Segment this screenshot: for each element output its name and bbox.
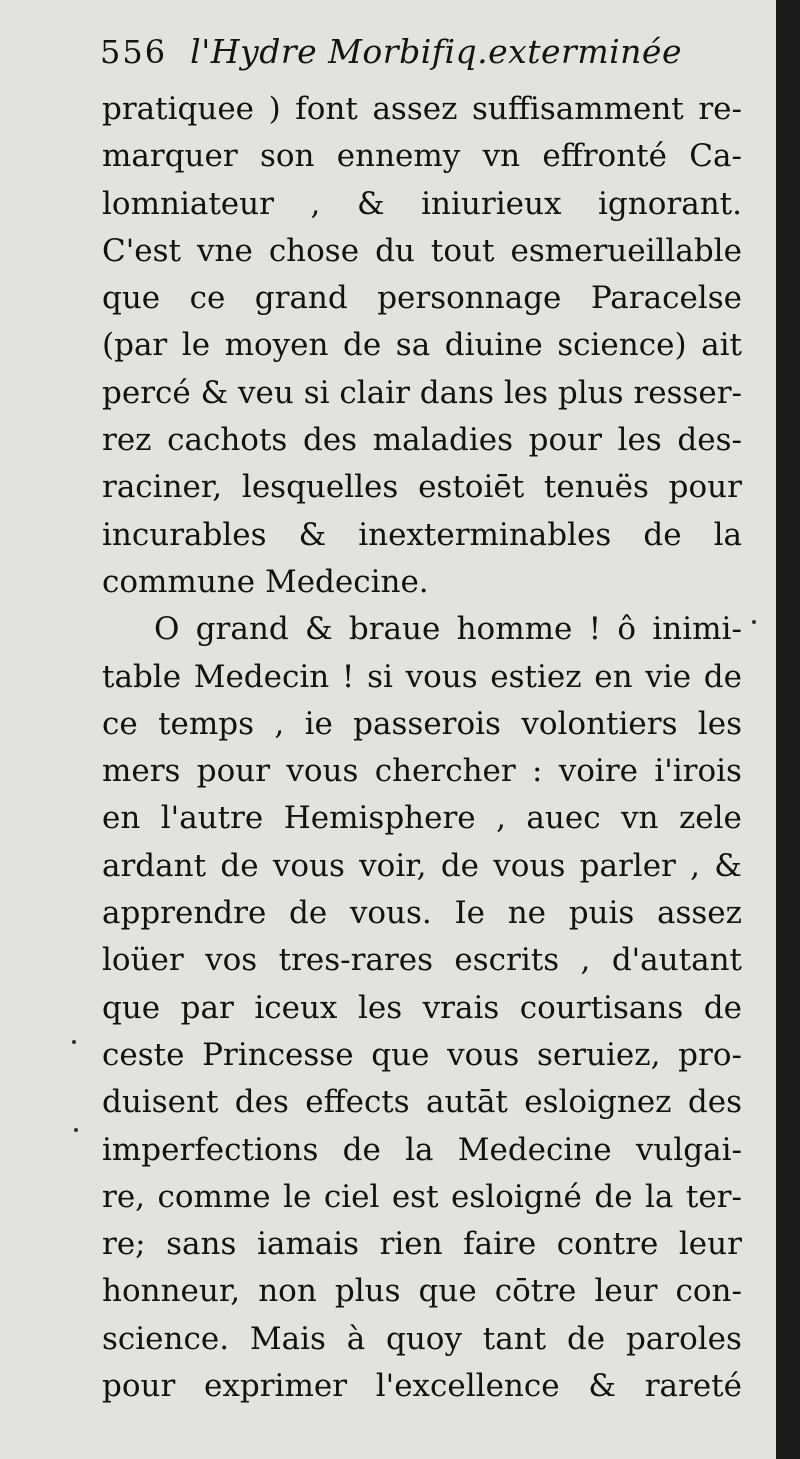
- text-line: que par iceux les vrais courtisans de: [102, 989, 742, 1026]
- ink-speck: [74, 1128, 78, 1132]
- text-line: commune Medecine.: [102, 563, 429, 600]
- page-number: 556: [100, 33, 168, 71]
- ink-speck: [752, 620, 756, 624]
- text-line: que ce grand personnage Paracelse: [102, 280, 742, 317]
- text-line: pour exprimer l'excellence & rareté: [102, 1368, 742, 1405]
- text-line: loüer vos tres-rares escrits , d'autant: [102, 942, 742, 979]
- text-line: re; sans iamais rien faire contre leur: [102, 1226, 742, 1263]
- text-line: percé & veu si clair dans les plus resser-: [102, 374, 742, 411]
- text-line: raciner, lesquelles estoiēt tenuës pour: [102, 469, 742, 506]
- ink-speck: [72, 1040, 76, 1044]
- text-line: duisent des effects autāt esloignez des: [102, 1084, 742, 1121]
- text-line: rez cachots des maladies pour les des-: [102, 422, 742, 459]
- text-line: incurables & inexterminables de la: [102, 516, 742, 553]
- text-line: imperfections de la Medecine vulgai-: [102, 1131, 742, 1168]
- text-line: honneur, non plus que cōtre leur con-: [102, 1273, 742, 1310]
- text-line: ardant de vous voir, de vous parler , &: [102, 847, 742, 884]
- text-line: ce temps , ie passerois volontiers les: [102, 705, 742, 742]
- text-line: re, comme le ciel est esloigné de la ter-: [102, 1178, 742, 1215]
- text-line: mers pour vous chercher : voire i'irois: [102, 753, 742, 790]
- running-title: l'Hydre Morbifiq.exterminée: [190, 32, 682, 71]
- text-line: C'est vne chose du tout esmerueillable: [102, 232, 742, 269]
- page-edge-shadow: [776, 0, 800, 1459]
- text-line: apprendre de vous. Ie ne puis assez: [102, 895, 742, 932]
- text-line: table Medecin ! si vous estiez en vie de: [102, 658, 742, 695]
- page-header: [100, 32, 780, 88]
- text-line: science. Mais à quoy tant de paroles: [102, 1320, 742, 1357]
- text-line: marquer son ennemy vn effronté Ca-: [102, 138, 742, 175]
- text-line: (par le moyen de sa diuine science) ait: [102, 327, 742, 364]
- text-line: O grand & braue homme ! ô inimi-: [154, 611, 742, 648]
- text-line: ceste Princesse que vous seruiez, pro-: [102, 1036, 742, 1073]
- body-text: [102, 86, 742, 1410]
- text-line: pratiquee ) font assez suffisamment re-: [102, 91, 742, 127]
- text-line: en l'autre Hemisphere , auec vn zele: [102, 800, 742, 837]
- text-line: lomniateur , & iniurieux ignorant.: [102, 185, 742, 222]
